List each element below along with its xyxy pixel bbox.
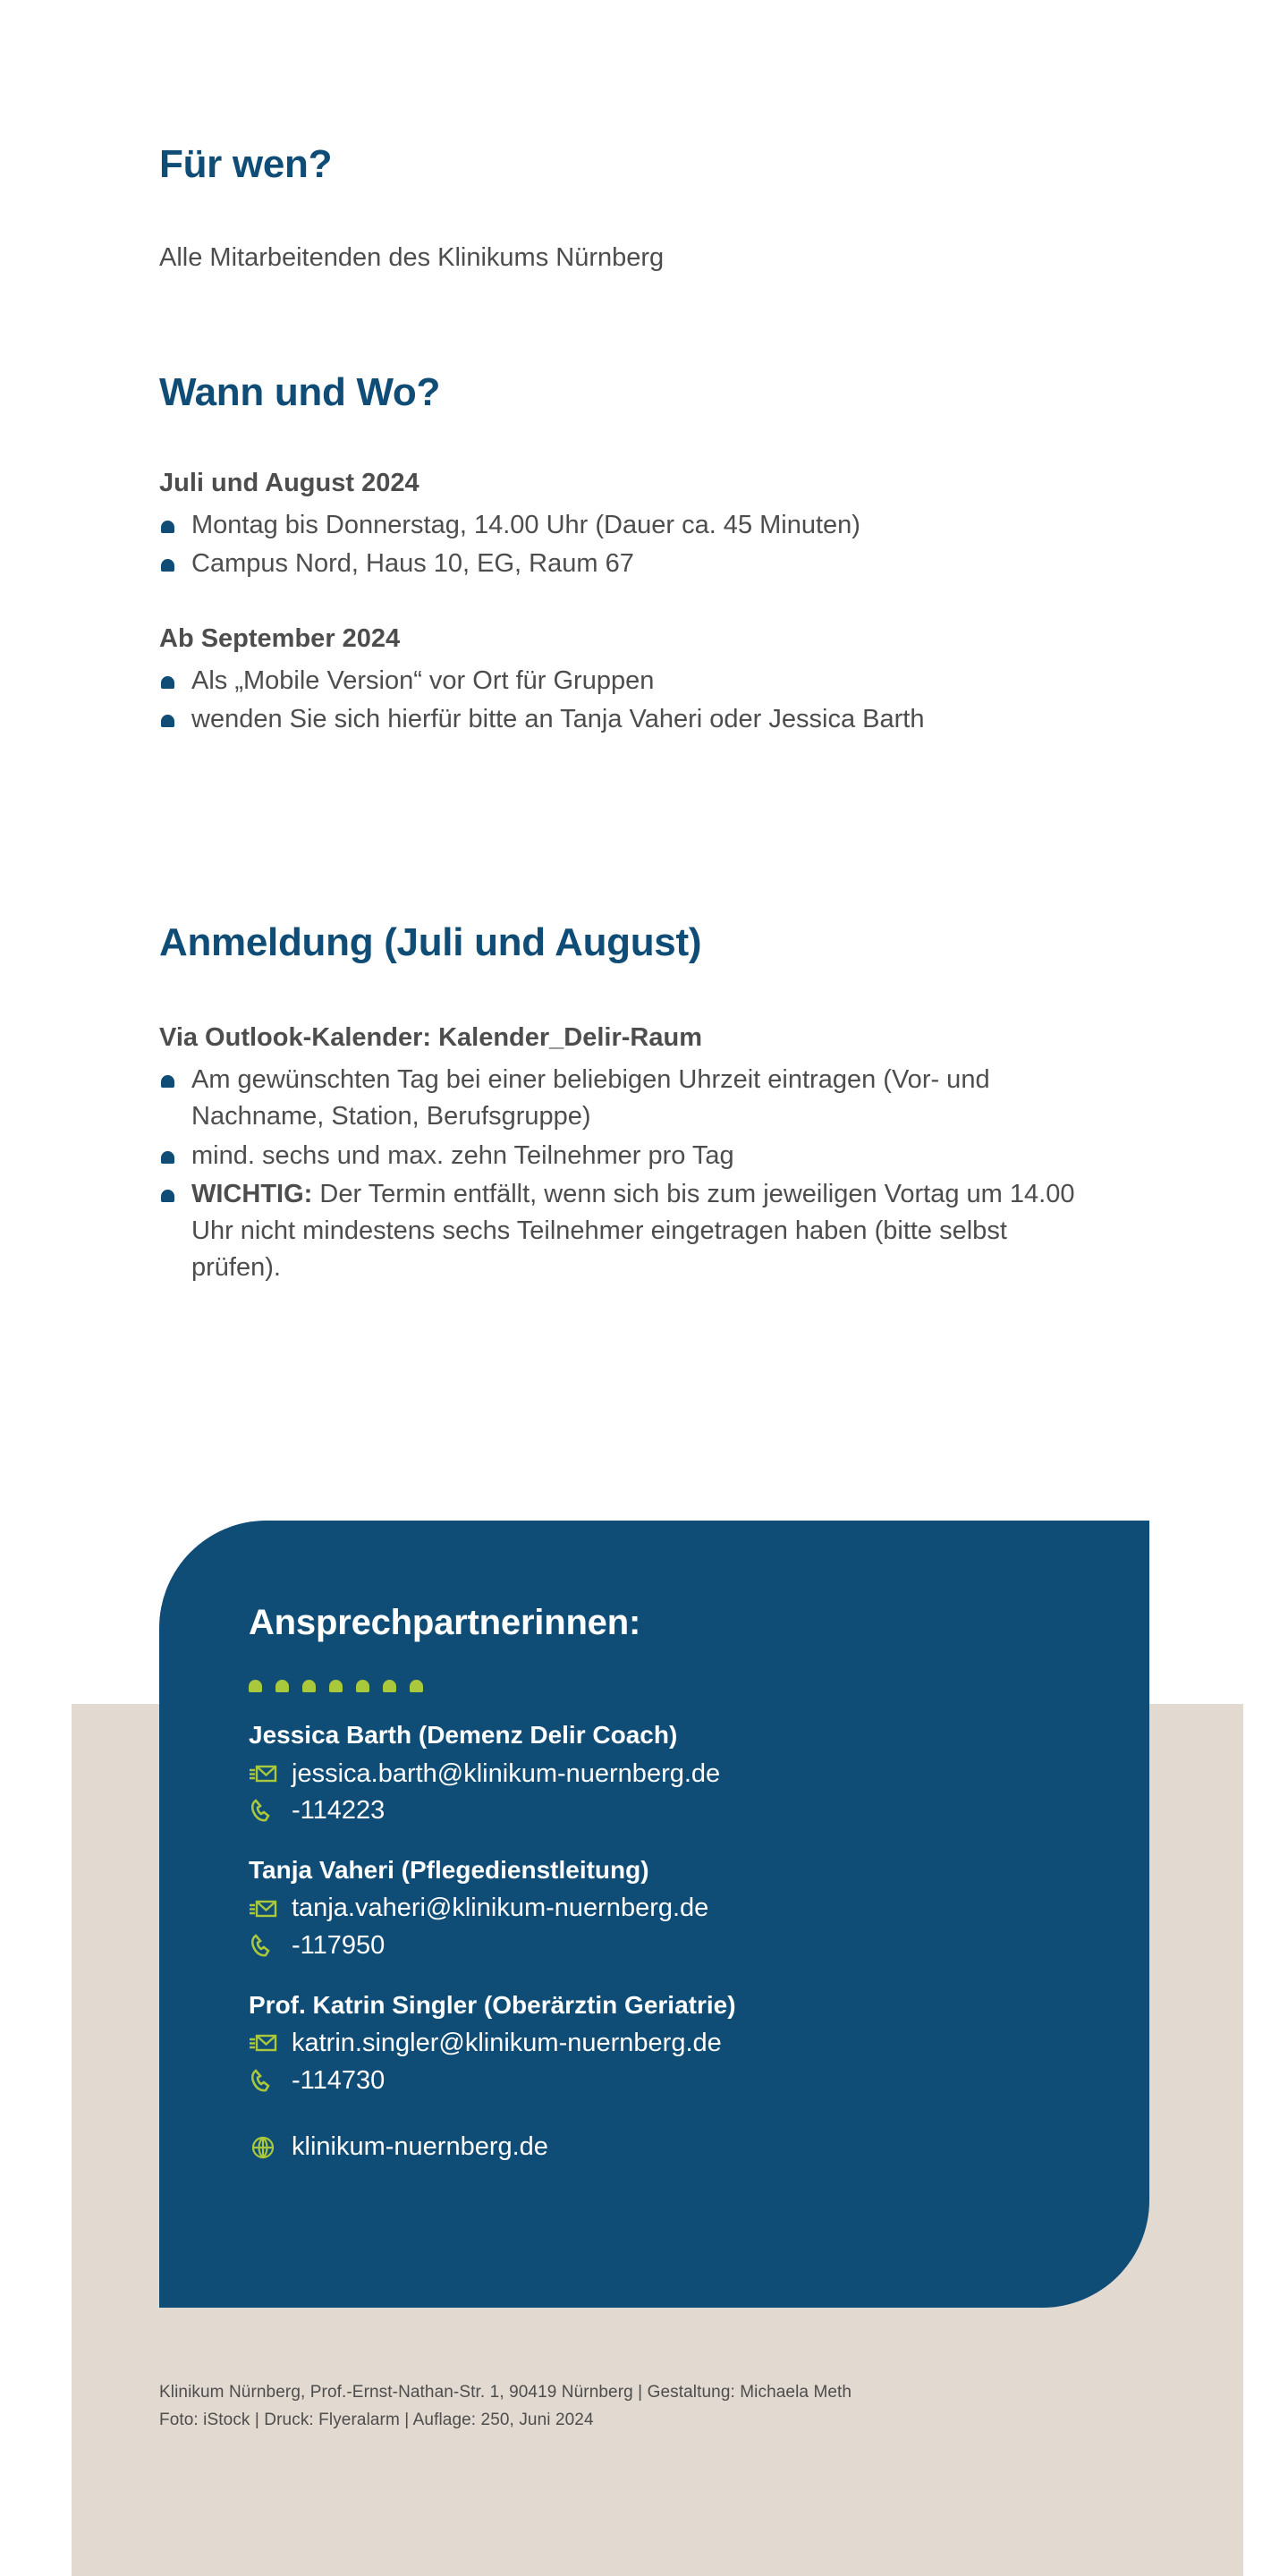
decorative-dot-row (249, 1680, 423, 1692)
contact-phone-text: -117950 (292, 1930, 386, 1960)
contact-card-title: Ansprechpartnerinnen: (249, 1603, 641, 1642)
contact-person-name: Tanja Vaheri (Pflegedienstleitung) (249, 1855, 649, 1884)
decor-dot-icon (329, 1680, 343, 1692)
contact-person-name: Prof. Katrin Singler (Oberärztin Geriatrie) (249, 1990, 736, 2019)
contact-phone[interactable] (249, 1792, 1143, 1829)
bullet-dot-icon (161, 1075, 174, 1088)
list-item (159, 507, 1161, 544)
contact-person (249, 1852, 1143, 1964)
list-item-label: Montag bis Donnerstag, 14.00 Uhr (Dauer ca. 45 Minuten) (191, 511, 860, 540)
bullet-dot-icon (161, 676, 174, 689)
contact-phone-text: -114730 (292, 2065, 386, 2095)
important-label: WICHTIG: (191, 1179, 313, 1208)
contact-list (249, 1717, 1143, 2166)
subhead-from-september: Ab September 2024 (159, 623, 401, 653)
website-text: klinikum-nuernberg.de (292, 2132, 548, 2162)
contact-person (249, 1987, 1143, 2099)
list-item-label: Am gewünschten Tag bei einer beliebigen Uhrzeit eintragen (Vor- und Nachname, Station, Berufsgruppe) (191, 1065, 990, 1131)
when-where-list-1 (159, 507, 1161, 582)
contact-phone[interactable] (249, 2063, 1143, 2099)
phone-icon (249, 1797, 277, 1824)
contact-email-text: katrin.singler@klinikum-nuernberg.de (292, 2029, 722, 2058)
list-item-label: wenden Sie sich hierfür bitte an Tanja Vaheri oder Jessica Barth (191, 704, 925, 733)
envelope-icon (249, 1895, 277, 1922)
contact-email-link[interactable] (249, 2025, 1143, 2062)
website-link[interactable] (249, 2129, 1143, 2165)
section-title-when-where: Wann und Wo? (159, 370, 441, 414)
contact-person-name: Jessica Barth (Demenz Delir Coach) (249, 1721, 678, 1749)
subhead-july-august: Juli und August 2024 (159, 469, 419, 497)
decor-dot-icon (383, 1680, 396, 1692)
contact-email-text: tanja.vaheri@klinikum-nuernberg.de (292, 1894, 709, 1923)
phone-icon (249, 1932, 277, 1959)
imprint (159, 2379, 852, 2435)
when-where-body (159, 465, 1161, 740)
spacer (159, 585, 1161, 621)
contact-card (159, 1521, 1149, 2308)
globe-icon (249, 2134, 277, 2161)
list-item-label: mind. sechs und max. zehn Teilnehmer pro Tag (191, 1140, 734, 1170)
decor-dot-icon (356, 1680, 369, 1692)
contact-email-link[interactable] (249, 1756, 1143, 1792)
contact-phone[interactable] (249, 1928, 1143, 1964)
decor-dot-icon (275, 1680, 289, 1692)
imprint-line-2: Foto: iStock | Druck: Flyeralarm | Auflage: 250, Juni 2024 (159, 2410, 594, 2429)
list-item (159, 663, 1161, 699)
section-title-for-whom: Für wen? (159, 142, 333, 186)
for-whom-text: Alle Mitarbeitenden des Klinikums Nürnberg (159, 243, 665, 272)
list-item (159, 1062, 1072, 1135)
list-item (159, 546, 1161, 582)
list-item-label: Als „Mobile Version“ vor Ort für Gruppen (191, 665, 655, 695)
contact-phone-text: -114223 (292, 1796, 386, 1826)
list-item (159, 701, 928, 738)
envelope-icon (249, 1760, 277, 1787)
bullet-dot-icon (161, 521, 174, 533)
signup-list (159, 1062, 1161, 1286)
bullet-dot-icon (161, 1190, 174, 1202)
subhead-outlook-calendar: Via Outlook-Kalender: Kalender_Delir-Raum (159, 1023, 703, 1052)
imprint-line-1: Klinikum Nürnberg, Prof.-Ernst-Nathan-Str. 1, 90419 Nürnberg | Gestaltung: Michaela Meth (159, 2383, 852, 2402)
list-item-label: Campus Nord, Haus 10, EG, Raum 67 (191, 549, 634, 579)
list-item-label: Der Termin entfällt, wenn sich bis zum jeweiligen Vortag um 14.00 Uhr nicht mindestens sechs Teilnehmer eingetragen haben (bitte selbst prüfen). (191, 1179, 1075, 1283)
bullet-dot-icon (161, 715, 174, 727)
contact-email-link[interactable] (249, 1890, 1143, 1927)
phone-icon (249, 2067, 277, 2094)
signup-body (159, 1020, 1161, 1288)
section-title-signup: Anmeldung (Juli und August) (159, 920, 702, 964)
list-item-important (159, 1176, 1098, 1287)
list-item (159, 1138, 1161, 1174)
decor-dot-icon (410, 1680, 423, 1692)
bullet-dot-icon (161, 559, 174, 572)
bullet-dot-icon (161, 1151, 174, 1164)
decor-dot-icon (249, 1680, 262, 1692)
envelope-icon (249, 2029, 277, 2056)
when-where-list-2 (159, 663, 1161, 738)
decor-dot-icon (302, 1680, 316, 1692)
contact-email-text: jessica.barth@klinikum-nuernberg.de (292, 1758, 721, 1788)
contact-person (249, 1717, 1143, 1829)
